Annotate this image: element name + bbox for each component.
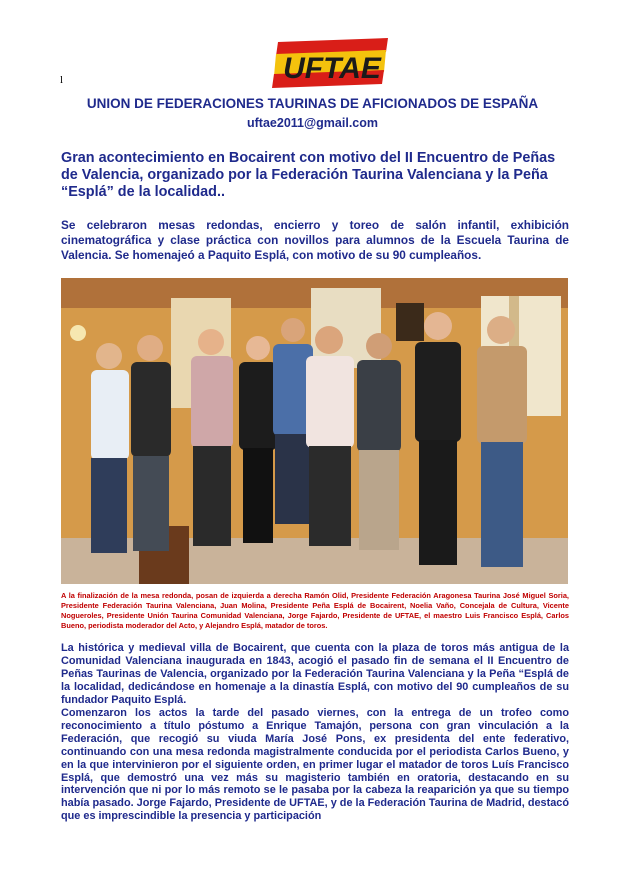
article-headline: Gran acontecimiento en Bocairent con motivo del II Encuentro de Peñas de Valencia, organizado por la Federación Taurina Valenciana y la Peña “Esplá” de la localidad.. <box>61 150 556 200</box>
person-4 <box>239 336 277 543</box>
uftae-logo <box>268 36 396 92</box>
person-7 <box>357 333 401 550</box>
person-3 <box>191 329 233 546</box>
person-6 <box>306 326 354 546</box>
organization-email: uftae2011@gmail.com <box>247 116 378 130</box>
photo-caption: A la finalización de la mesa redonda, posan de izquierda a derecha Ramón Olid, Presidente Federación Aragonesa Taurina José Miguel Soria, Presidente Federación Taurina Valenciana, Juan Molina, Presidente Peña Esplá de Bocairent, Noelia Vaño, Concejala de Cultura, Vicente Nogueroles, Presidente Unión Taurina Comunidad Valenciana, Jorge Fajardo, Presidente de UFTAE, el maestro Luis Francisco Esplá, Carlos Bueno, periodista moderador del Acto, y Alejandro Esplá, matador de toros. <box>61 591 569 630</box>
photo-wall-lamp <box>70 325 86 341</box>
person-2 <box>131 335 171 551</box>
person-1 <box>91 343 129 553</box>
person-9 <box>477 316 527 567</box>
group-photo <box>61 278 568 584</box>
article-subheadline: Se celebraron mesas redondas, encierro y toreo de salón infantil, exhibición cinematográfica y clase práctica con novillos para alumnos de la Escuela Taurina de Valencia. Se homenajeó a Paquito Esplá, con motivo de su 90 cumpleaños. <box>61 218 569 262</box>
logo-text: UFTAE <box>283 52 381 85</box>
article-paragraph-1: La histórica y medieval villa de Bocairent, que cuenta con la plaza de toros más antigua de la Comunidad Valenciana inaugurada en 1843, acogió el pasado fin de semana el II Encuentro de Peñas Taurinas de Valencia, organizado por la Federación Taurina Valenciana y la Peña “Esplá de la localidad, dedicándose en homenaje a la dinastía Esplá, con motivo del 90 cumpleaños de su fundador Paquito Esplá. <box>61 642 569 706</box>
person-8 <box>415 312 461 565</box>
article-paragraph-2: Comenzaron los actos la tarde del pasado viernes, con la entrega de un trofeo como reconocimiento a título póstumo a Enrique Tamajón, persona con gran vinculación a la Federación, que recogió su viuda María José Pons, ex presidenta del ente federativo, continuando con una mesa redonda magistralmente conducida por el periodista Carlos Bueno, y en la que intervinieron por el siguiente orden, en primer lugar el matador de toros Luís Francisco Esplá, que demostró una vez más su magisterio también en oratoria, destacando en su intervención que ni por lo más remoto se le pasaba por la cabeza la reaparición ya que su tiempo había pasado. Jorge Fajardo, Presidente de UFTAE, y de la Federación Taurina de Madrid, destacó que es imprescindible la presencia y participación <box>61 707 569 823</box>
page-marker: l <box>60 74 64 86</box>
photo-wall-frame <box>396 303 424 341</box>
organization-title: UNION DE FEDERACIONES TAURINAS DE AFICIONADOS DE ESPAÑA <box>86 96 539 111</box>
